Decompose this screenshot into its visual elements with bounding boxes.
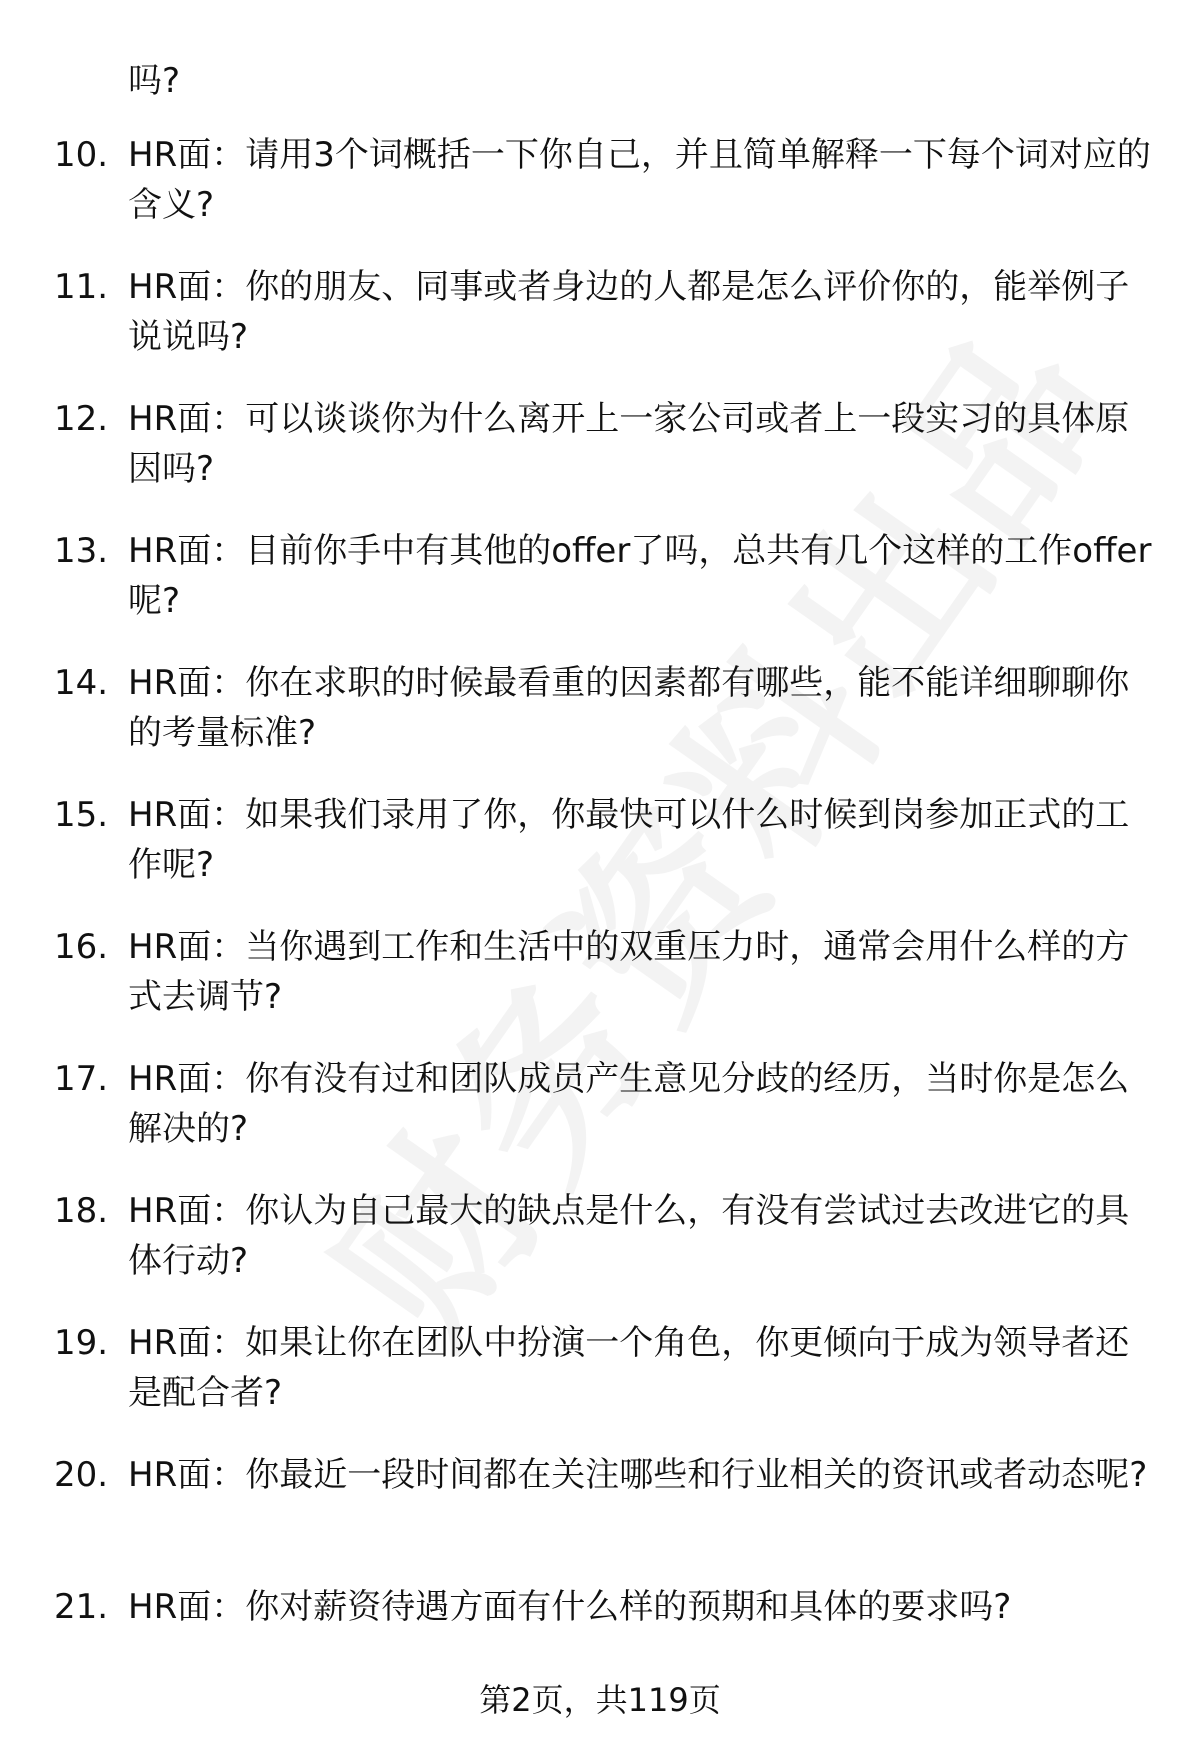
item-number: 16. <box>54 927 109 967</box>
item-text: HR面：你的朋友、同事或者身边的人都是怎么评价你的，能举例子说说吗? <box>128 267 1130 357</box>
item-number: 12. <box>54 399 109 439</box>
item-number: 21. <box>54 1587 109 1627</box>
item-text: HR面：目前你手中有其他的offer了吗，总共有几个这样的工作offer呢? <box>128 531 1152 621</box>
item-number: 11. <box>54 267 109 307</box>
item-number: 17. <box>54 1059 109 1099</box>
item-number: 14. <box>54 663 109 703</box>
item-number: 13. <box>54 531 109 571</box>
continuation-text: 吗? <box>128 61 181 101</box>
page-number: 第2页，共119页 <box>479 1681 721 1719</box>
item-text: HR面：你有没有过和团队成员产生意见分歧的经历，当时你是怎么解决的? <box>128 1059 1130 1149</box>
item-text: HR面：如果我们录用了你，你最快可以什么时候到岗参加正式的工作呢? <box>128 795 1130 885</box>
item-text: HR面：当你遇到工作和生活中的双重压力时，通常会用什么样的方式去调节? <box>128 927 1130 1017</box>
item-text: HR面：你在求职的时候最看重的因素都有哪些，能不能详细聊聊你的考量标准? <box>128 663 1130 753</box>
item-text: HR面：请用3个词概括一下你自己，并且简单解释一下每个词对应的含义? <box>128 135 1151 225</box>
item-number: 19. <box>54 1323 109 1363</box>
item-number: 10. <box>54 135 109 175</box>
item-text: HR面：你认为自己最大的缺点是什么，有没有尝试过去改进它的具体行动? <box>128 1191 1130 1281</box>
item-text: HR面：你最近一段时间都在关注哪些和行业相关的资讯或者动态呢? <box>128 1455 1148 1495</box>
item-number: 20. <box>54 1455 109 1495</box>
item-text: HR面：可以谈谈你为什么离开上一家公司或者上一段实习的具体原因吗? <box>128 399 1130 489</box>
item-text: HR面：如果让你在团队中扮演一个角色，你更倾向于成为领导者还是配合者? <box>128 1323 1130 1413</box>
item-number: 15. <box>54 795 109 835</box>
item-number: 18. <box>54 1191 109 1231</box>
item-text: HR面：你对薪资待遇方面有什么样的预期和具体的要求吗? <box>128 1587 1012 1627</box>
